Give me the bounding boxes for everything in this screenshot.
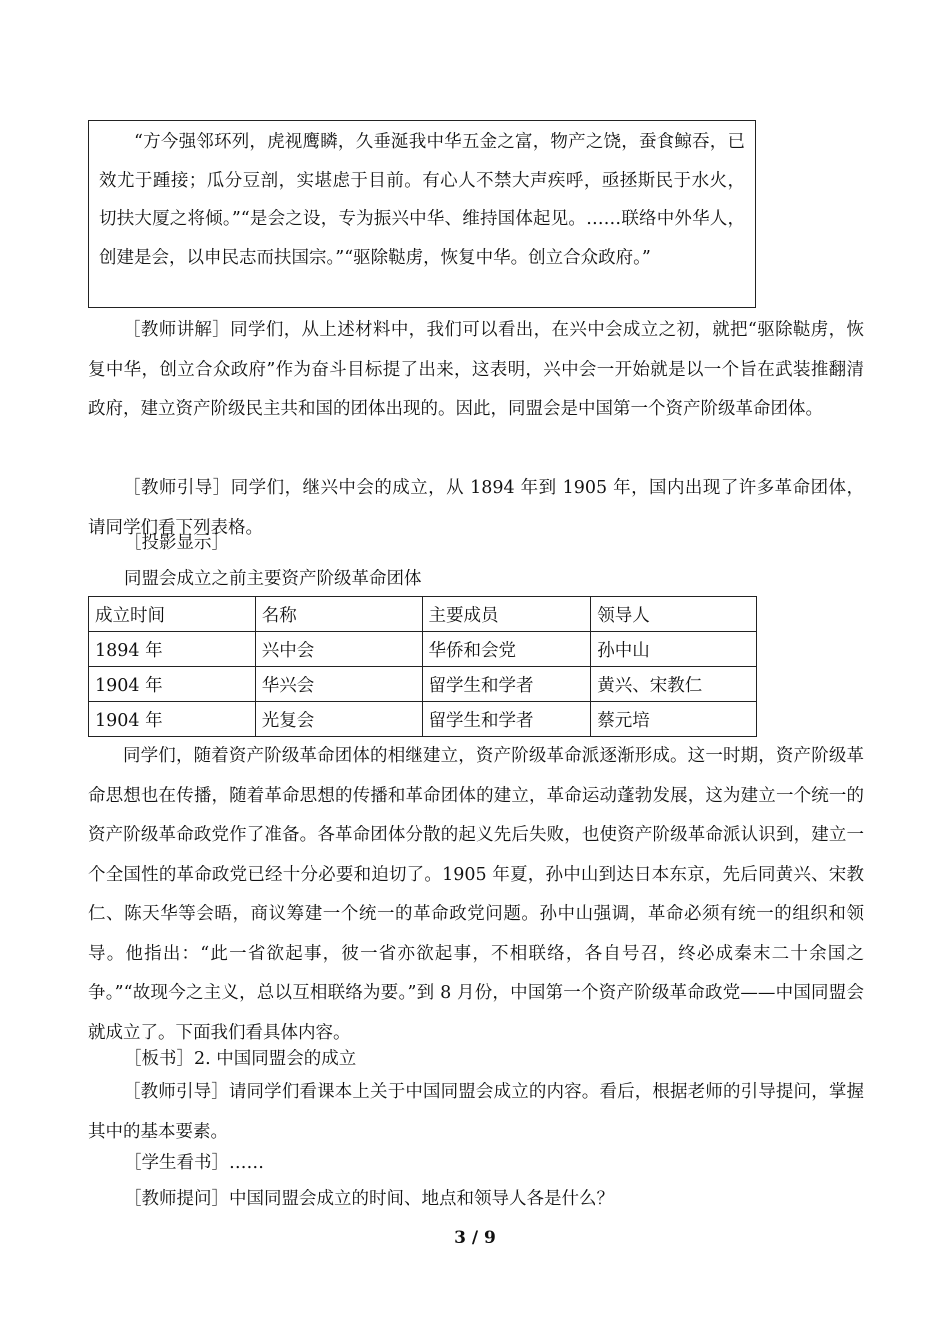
table-cell: 兴中会 xyxy=(255,632,422,667)
header-cell: 领导人 xyxy=(591,597,757,632)
table-row xyxy=(89,702,757,737)
table-cell: 孙中山 xyxy=(591,632,757,667)
table-cell: 蔡元培 xyxy=(591,702,757,737)
page-number: 3 / 9 xyxy=(454,1228,496,1248)
teacher-question: ［教师提问］中国同盟会成立的时间、地点和领导人各是什么？ xyxy=(124,1189,614,1209)
table-row xyxy=(89,632,757,667)
header-cell: 主要成员 xyxy=(422,597,591,632)
quote-text: “方今强邻环列，虎视鹰瞵，久垂涎我中华五金之富，物产之饶，蚕食鲸吞，已效尤于踵接；瓜分豆剖，实堪虑于目前。有心人不禁大声疾呼，亟拯斯民于水火，切扶大厦之将倾。”“是会之设，专为振兴中华、维持国体起见。……联络中外华人，创建是会，以申民志而扶国宗。”“驱除鞑虏，恢复中华。创立合众政府。” xyxy=(99,132,745,268)
table-cell: 留学生和学者 xyxy=(422,702,591,737)
revolutionary-groups-table xyxy=(88,596,757,737)
teacher-explanation-paragraph: ［教师讲解］同学们，从上述材料中，我们可以看出，在兴中会成立之初，就把“驱除鞑虏，恢复中华，创立合众政府”作为奋斗目标提了出来，这表明，兴中会一开始就是以一个旨在武装推翻清政府，建立资产阶级民主共和国的团体出现的。因此，同盟会是中国第一个资产阶级革命团体。 xyxy=(88,320,864,419)
table-cell: 1904 年 xyxy=(89,702,256,737)
table-cell: 华侨和会党 xyxy=(422,632,591,667)
quote-box xyxy=(88,120,756,308)
table-cell: 留学生和学者 xyxy=(422,667,591,702)
teacher-guide-paragraph: ［教师引导］同学们，继兴中会的成立，从 1894 年到 1905 年，国内出现了许多革命团体，请同学们看下列表格。 xyxy=(88,478,864,538)
table-title: 同盟会成立之前主要资产阶级革命团体 xyxy=(124,569,422,589)
table-cell: 1904 年 xyxy=(89,667,256,702)
header-cell: 名称 xyxy=(255,597,422,632)
header-cell: 成立时间 xyxy=(89,597,256,632)
table-cell: 黄兴、宋教仁 xyxy=(591,667,757,702)
table-cell: 光复会 xyxy=(255,702,422,737)
teacher-guide-paragraph-2: ［教师引导］请同学们看课本上关于中国同盟会成立的内容。看后，根据老师的引导提问，掌握其中的基本要素。 xyxy=(88,1082,864,1142)
table-row xyxy=(89,667,757,702)
revolution-party-paragraph: 同学们，随着资产阶级革命团体的相继建立，资产阶级革命派逐渐形成。这一时期，资产阶级革命思想也在传播，随着革命思想的传播和革命团体的建立，革命运动蓬勃发展，这为建立一个统一的资产阶级革命政党作了准备。各革命团体分散的起义先后失败，也使资产阶级革命派认识到，建立一个全国性的革命政党已经十分必要和迫切了。1905 年夏，孙中山到达日本东京，先后同黄兴、宋教仁、陈天华等会晤，商议筹建一个统一的革命政党问题。孙中山强调，革命必须有统一的组织和领导。他指出：“此一省欲起事，彼一省亦欲起事，不相联络，各自号召，终必成秦末二十余国之争。”“故现今之主义，总以互相联络为要。”到 8 月份，中国第一个资产阶级革命政党——中国同盟会就成立了。下面我们看具体内容。 xyxy=(88,746,864,1043)
projection-label: ［投影显示］ xyxy=(124,533,229,553)
table-cell: 1894 年 xyxy=(89,632,256,667)
board-heading: ［板书］2. 中国同盟会的成立 xyxy=(124,1049,357,1069)
table-header-row xyxy=(89,597,757,632)
table-cell: 华兴会 xyxy=(255,667,422,702)
student-reading-label: ［学生看书］…… xyxy=(124,1153,264,1173)
